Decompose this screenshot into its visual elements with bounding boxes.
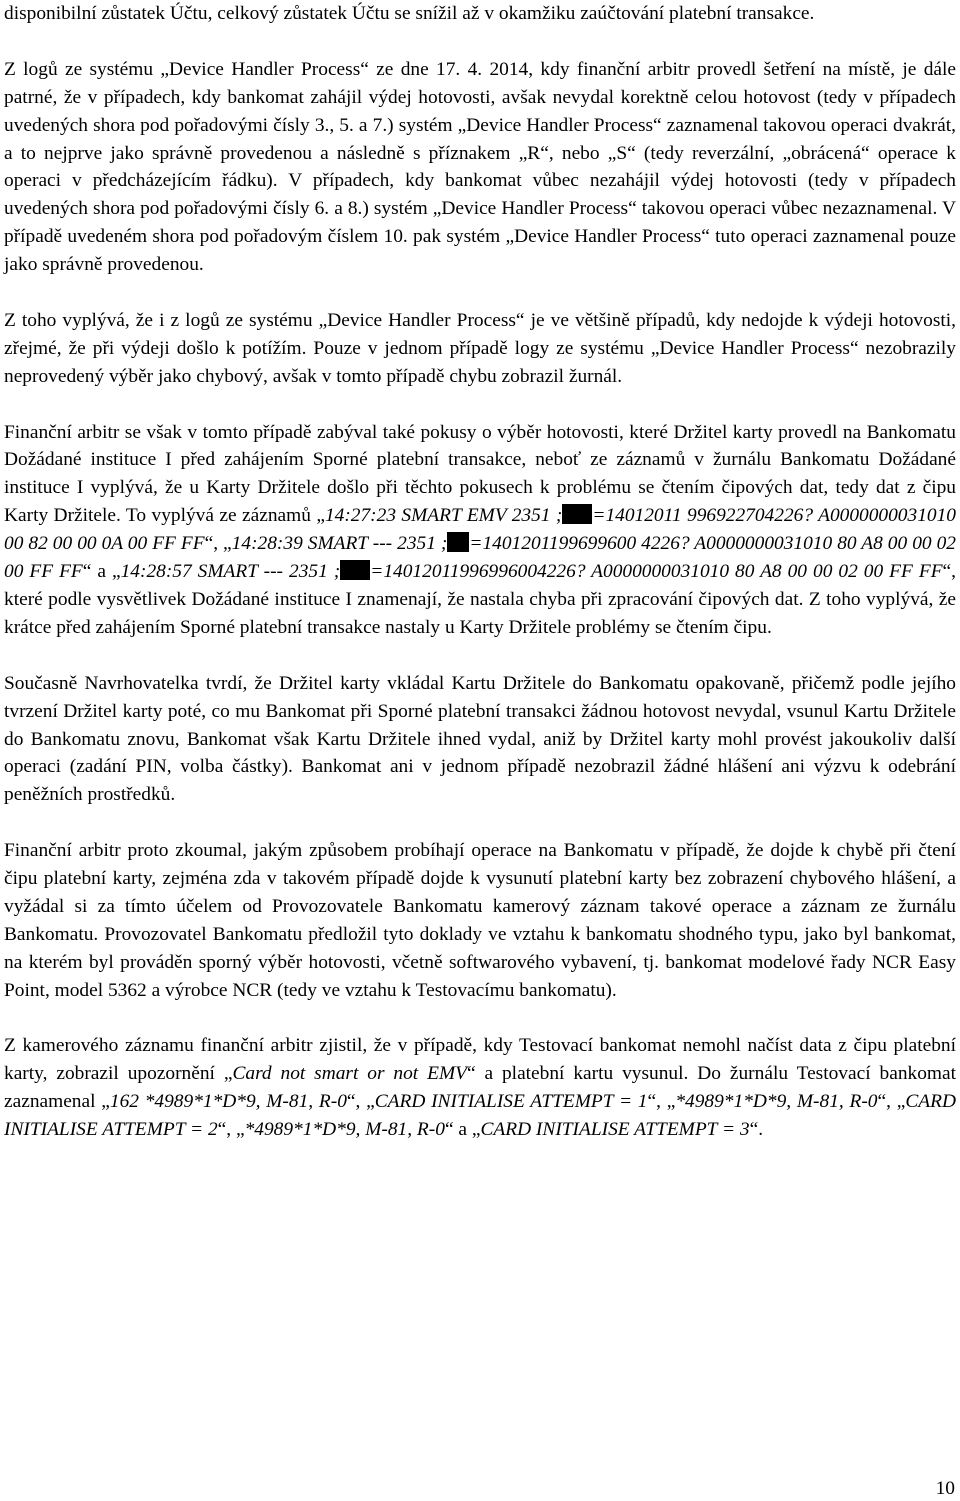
italic-quote: *4989*1*D*9, M-81, R-0 [675, 1091, 878, 1113]
redaction-block [340, 560, 370, 580]
text-run: “ a platební kartu vysunul. Do žurnálu Testovací bankomat zaznamenal „ [4, 1063, 956, 1113]
text-run: “, „ [217, 1119, 245, 1141]
text-run: Finanční arbitr se však v tomto případě zabýval také pokusy o výběr hotovosti, které Držitel karty provedl na Bankomatu Dožádané instituce I před zahájením Sporné platební transakce, neboť ze záznamů v žurnálu Bankomatu Dožádané instituce I vyplývá, že u Karty Držitele došlo při těchto pokusech k problému se čtením čipových dat, tedy dat z čipu Karty Držitele. To vyplývá ze záznamů „ [4, 421, 956, 527]
paragraph [4, 1032, 956, 1144]
italic-quote: 162 *4989*1*D*9, M-81, R-0 [109, 1091, 347, 1113]
text-run: Finanční arbitr proto zkoumal, jakým způsobem probíhají operace na Bankomatu v případě, že dojde k chybě při čtení čipu platební karty, zejména zda v takovém případě dojde k vysunutí platební karty bez zobrazení chybového hlášení, a vyžádal si za tímto účelem od Provozovatele Bankomatu kamerový záznam takové operace a záznam ze žurnálu Bankomatu. Provozovatel Bankomatu předložil tyto doklady ve vztahu k bankomatu shodného typu, jako byl bankomat, na kterém byl prováděn sporný výběr hotovosti, včetně softwarového vybavení, tj. bankomat modelové řady NCR Easy Point, model 5362 a výrobce NCR (tedy ve vztahu k Testovacímu bankomatu). [4, 840, 956, 1001]
text-run: “, „ [346, 1091, 375, 1113]
text-run: “. [749, 1119, 764, 1141]
text-run: “, „ [204, 533, 232, 555]
paragraph [4, 0, 956, 28]
paragraph [4, 307, 956, 391]
text-run: Z logů ze systému „Device Handler Process“ ze dne 17. 4. 2014, kdy finanční arbitr provedl šetření na místě, je dále patrné, že v případech, kdy bankomat zahájil výdej hotovosti, avšak nevydal korektně celou hotovost (tedy v případech uvedených shora pod pořadovými čísly 3., 5. a 7.) systém „Device Handler Process“ zaznamenal takovou operaci dvakrát, a to nejprve jako správně provedenou a následně s příznakem „R“, nebo „S“ (tedy reverzální, „obrácená“ operace k operaci v předcházejícím řádku). V případech, kdy bankomat vůbec nezahájil výdej hotovosti (tedy v případech uvedených shora pod pořadovými čísly 6. a 8.) systém „Device Handler Process“ takovou operaci vůbec nezaznamenal. V případě uvedeném shora pod pořadovým číslem 10. pak systém „Device Handler Process“ tuto operaci zaznamenal pouze jako správně provedenou. [4, 58, 956, 276]
italic-quote: =14012011 996922704226? A0000000031010 00 82 00 00 0A 00 FF FF [4, 505, 956, 555]
italic-quote: Card not smart or not EMV [232, 1063, 467, 1085]
text-run: “, které podle vysvětlivek Dožádané instituce I znamenají, že nastala chyba při zpracování čipových dat. Z toho vyplývá, že krátce před zahájením Sporné platební transakce nastaly u Karty Držitele problémy se čtením čipu. [4, 561, 957, 638]
text-run: “, „ [877, 1091, 906, 1113]
italic-quote: 14:27:23 SMART EMV 2351 ; [324, 505, 563, 527]
redaction-block [447, 532, 469, 552]
text-run: “, „ [647, 1091, 676, 1113]
document-body [4, 0, 956, 1172]
text-run: “ a „ [82, 561, 121, 583]
text-run: Z toho vyplývá, že i z logů ze systému „Device Handler Process“ je ve většině případů, kdy nedojde k výdeji hotovosti, zřejmé, že při výdeji došlo k potížím. Pouze v jednom případě logy ze systému „Device Handler Process“ nezobrazily neprovedený výběr jako chybový, avšak v tomto případě chybu zobrazil žurnál. [4, 309, 956, 387]
page-number: 10 [935, 1478, 955, 1499]
redaction-block [562, 504, 592, 524]
text-run: Z kamerového záznamu finanční arbitr zjistil, že v případě, kdy Testovací bankomat nemohl načíst data z čipu platební karty, zobrazil upozornění „ [4, 1035, 956, 1085]
paragraph [4, 670, 956, 810]
paragraph [4, 56, 956, 279]
text-run: “ a „ [444, 1119, 481, 1141]
text-run: Současně Navrhovatelka tvrdí, že Držitel karty vkládal Kartu Držitele do Bankomatu opakovaně, přičemž podle jejího tvrzení Držitel karty poté, co mu Bankomat při Sporné platební transakci žádnou hotovost nevydal, vsunul Kartu Držitele do Bankomatu znovu, Bankomat však Kartu Držitele ihned vydal, aniž by Držitel karty mohl provést jakoukoliv další operaci (zadání PIN, volba částky). Bankomat ani v jednom případě nezobrazil žádné hlášení ani výzvu k odebrání peněžních prostředků. [4, 672, 956, 806]
text-run: disponibilní zůstatek Účtu, celkový zůstatek Účtu se snížil až v okamžiku zaúčtování platební transakce. [4, 3, 815, 24]
italic-quote: 14:28:39 SMART --- 2351 ; [231, 533, 448, 555]
italic-quote: =14012011996996004226? A0000000031010 80 A8 00 00 02 00 FF FF [370, 561, 943, 583]
italic-quote: CARD INITIALISE ATTEMPT = 1 [374, 1091, 648, 1113]
italic-quote: 14:28:57 SMART --- 2351 ; [120, 561, 341, 583]
paragraph [4, 419, 956, 642]
italic-quote: =1401201199699600 4226? A0000000031010 80 A8 00 00 02 00 FF FF [4, 533, 956, 583]
paragraph [4, 837, 956, 1004]
italic-quote: *4989*1*D*9, M-81, R-0 [244, 1119, 445, 1141]
italic-quote: CARD INITIALISE ATTEMPT = 2 [4, 1091, 956, 1141]
italic-quote: CARD INITIALISE ATTEMPT = 3 [480, 1119, 750, 1141]
